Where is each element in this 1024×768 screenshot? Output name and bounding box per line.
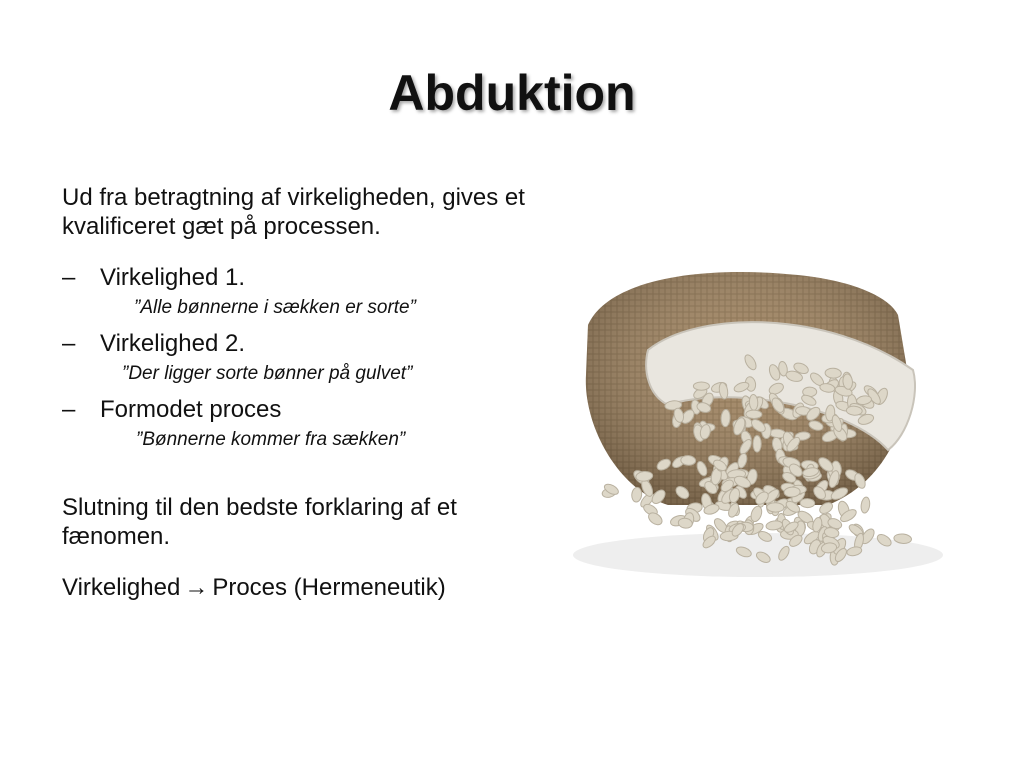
bean bbox=[825, 368, 842, 379]
bullet-marker: – bbox=[62, 330, 76, 357]
bullet-label: Virkelighed 2. bbox=[100, 330, 245, 357]
bean bbox=[800, 498, 815, 508]
slide-title: Abduktion bbox=[388, 65, 636, 121]
bullet-marker: – bbox=[62, 396, 76, 423]
bullet-quote: ”Der ligger sorte bønner på gulvet” bbox=[122, 363, 413, 384]
bean-sack-image bbox=[548, 255, 948, 585]
bean bbox=[753, 436, 761, 453]
bullet-label: Virkelighed 1. bbox=[100, 264, 245, 291]
bean bbox=[784, 487, 800, 498]
bean bbox=[746, 410, 762, 419]
direction-line bbox=[62, 573, 532, 602]
intro-text: Ud fra betragtning af virkeligheden, gives et kvalificeret gæt på processen. bbox=[62, 184, 525, 240]
bullet-item bbox=[62, 263, 532, 321]
bullet-list bbox=[62, 263, 532, 453]
bean bbox=[721, 409, 731, 427]
bullet-label: Formodet proces bbox=[100, 396, 282, 423]
bean bbox=[846, 406, 862, 416]
direction-from: Virkelighed bbox=[62, 574, 181, 601]
bullet-item bbox=[62, 395, 532, 453]
conclusion-text: Slutning til den bedste forklaring af et fænomen. bbox=[62, 494, 457, 550]
arrow-right-icon: → bbox=[184, 574, 209, 601]
bean bbox=[860, 497, 871, 514]
bean-sack-illustration bbox=[548, 255, 948, 585]
bullet-quote: ”Bønnerne kommer fra sækken” bbox=[136, 429, 406, 450]
bean bbox=[767, 503, 784, 513]
bean bbox=[631, 487, 642, 503]
slide-body bbox=[62, 183, 532, 602]
bean bbox=[749, 394, 758, 410]
bullet-item bbox=[62, 329, 532, 387]
bean bbox=[693, 382, 709, 390]
bullet-marker: – bbox=[62, 264, 76, 291]
direction-to: Proces (Hermeneutik) bbox=[212, 574, 446, 601]
bullet-quote: ”Alle bønnerne i sækken er sorte” bbox=[134, 297, 416, 318]
